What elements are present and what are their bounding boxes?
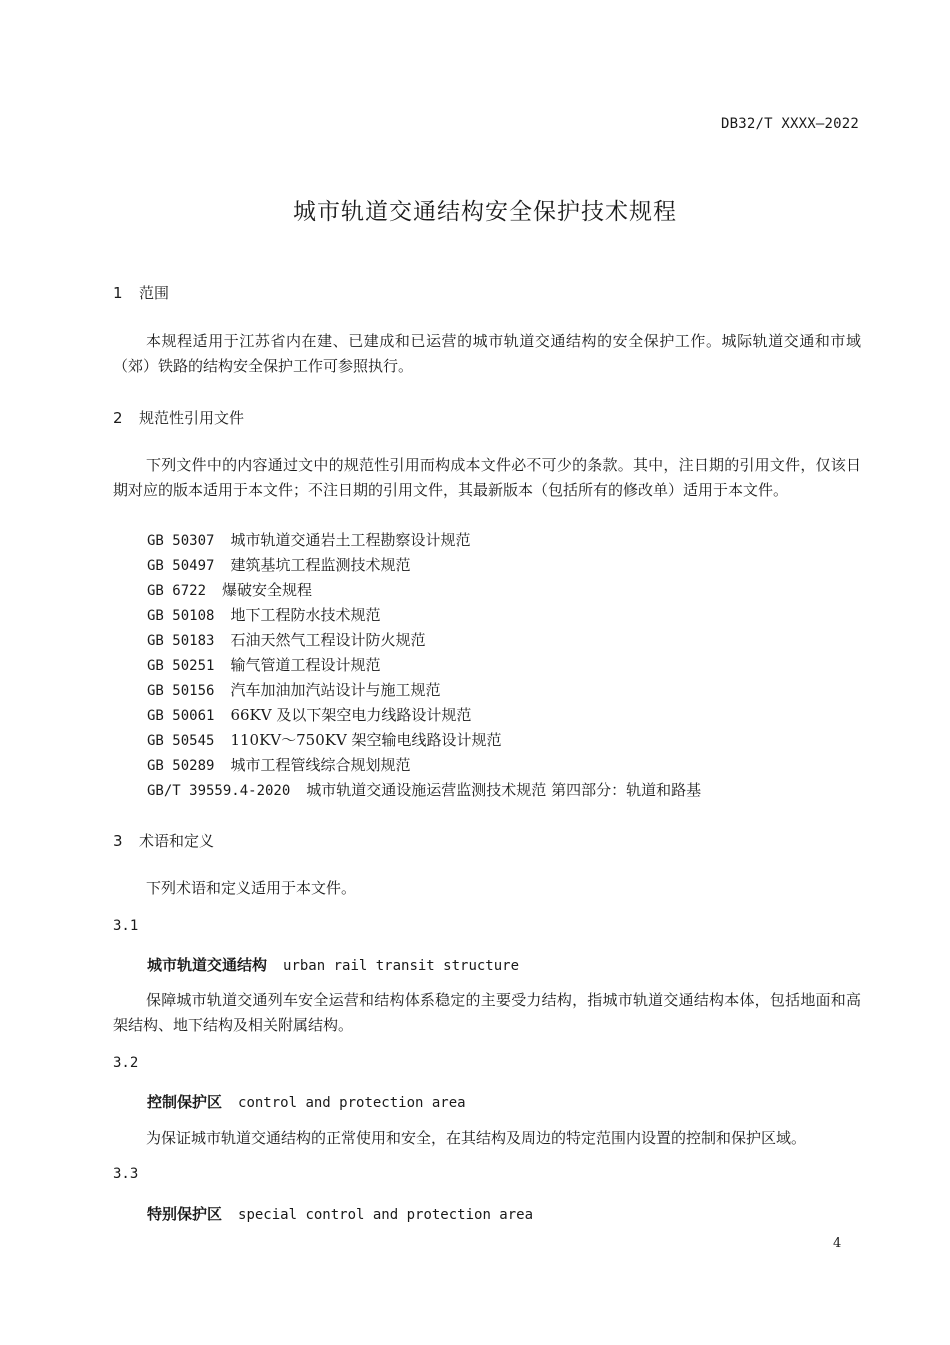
section-number: 1: [113, 284, 123, 302]
section-number: 2: [113, 409, 123, 427]
reference-item: [147, 703, 701, 728]
reference-item: [147, 778, 701, 803]
reference-code: GB 50183: [147, 633, 215, 649]
section-title: 规范性引用文件: [139, 409, 245, 427]
term-number: 3.1: [113, 918, 139, 934]
reference-code: GB 6722: [147, 583, 207, 599]
term-heading: [147, 954, 519, 975]
term-heading: [147, 1091, 466, 1112]
page-number: 4: [833, 1236, 842, 1251]
reference-item: [147, 678, 701, 703]
reference-item: [147, 528, 701, 553]
term-definition: 为保证城市轨道交通结构的正常使用和安全，在其结构及周边的特定范围内设置的控制和保护区域。: [146, 1129, 807, 1147]
term-english: control and protection area: [238, 1095, 466, 1111]
reference-code: GB 50061: [147, 708, 215, 724]
reference-code: GB 50545: [147, 733, 215, 749]
reference-item: [147, 753, 701, 778]
reference-name: 建筑基坑工程监测技术规范: [230, 556, 411, 574]
reference-code: GB 50156: [147, 683, 215, 699]
section-heading-terms: [113, 830, 214, 851]
references-intro-paragraph: 下列文件中的内容通过文中的规范性引用而构成本文件必不可少的条款。其中，注日期的引用文件，仅该日期对应的版本适用于本文件；不注日期的引用文件，其最新版本（包括所有的修改单）适用于本文件。: [113, 456, 861, 499]
section-title: 术语和定义: [139, 832, 215, 850]
reference-item: [147, 578, 701, 603]
section-number: 3: [113, 832, 123, 850]
reference-name: 城市轨道交通设施运营监测技术规范 第四部分：轨道和路基: [306, 781, 702, 799]
reference-item: [147, 553, 701, 578]
reference-code: GB 50251: [147, 658, 215, 674]
term-number: 3.2: [113, 1055, 139, 1071]
term-english: special control and protection area: [238, 1207, 534, 1223]
reference-name: 爆破安全规程: [222, 581, 313, 599]
reference-item: [147, 728, 701, 753]
term-chinese: 城市轨道交通结构: [147, 956, 268, 974]
term-definition: 保障城市轨道交通列车安全运营和结构体系稳定的主要受力结构，指城市轨道交通结构本体，包括地面和高架结构、地下结构及相关附属结构。: [113, 991, 861, 1034]
reference-item: [147, 653, 701, 678]
reference-list: [147, 528, 701, 803]
reference-name: 城市工程管线综合规划规范: [230, 756, 411, 774]
term-chinese: 控制保护区: [147, 1093, 223, 1111]
reference-name: 66KV 及以下架空电力线路设计规范: [230, 706, 472, 724]
reference-code: GB 50307: [147, 533, 215, 549]
term-english: urban rail transit structure: [283, 958, 520, 974]
document-title: 城市轨道交通结构安全保护技术规程: [293, 199, 677, 225]
reference-name: 110KV～750KV 架空输电线路设计规范: [230, 731, 502, 749]
reference-name: 输气管道工程设计规范: [230, 656, 381, 674]
section-heading-references: [113, 407, 244, 428]
reference-item: [147, 628, 701, 653]
term-chinese: 特别保护区: [147, 1205, 223, 1223]
term-heading: [147, 1203, 533, 1224]
reference-item: [147, 603, 701, 628]
reference-name: 城市轨道交通岩土工程勘察设计规范: [230, 531, 471, 549]
reference-code: GB 50108: [147, 608, 215, 624]
term-number: 3.3: [113, 1166, 139, 1182]
scope-paragraph: 本规程适用于江苏省内在建、已建成和已运营的城市轨道交通结构的安全保护工作。城际轨道交通和市域（郊）铁路的结构安全保护工作可参照执行。: [113, 332, 861, 375]
section-title: 范围: [139, 284, 170, 302]
reference-name: 地下工程防水技术规范: [230, 606, 381, 624]
document-id: DB32/T XXXX—2022: [720, 116, 859, 132]
section-heading-scope: [113, 282, 169, 303]
terms-intro-paragraph: 下列术语和定义适用于本文件。: [146, 879, 357, 897]
reference-code: GB/T 39559.4-2020: [147, 783, 291, 799]
reference-name: 汽车加油加汽站设计与施工规范: [230, 681, 441, 699]
reference-code: GB 50289: [147, 758, 215, 774]
reference-code: GB 50497: [147, 558, 215, 574]
reference-name: 石油天然气工程设计防火规范: [230, 631, 426, 649]
